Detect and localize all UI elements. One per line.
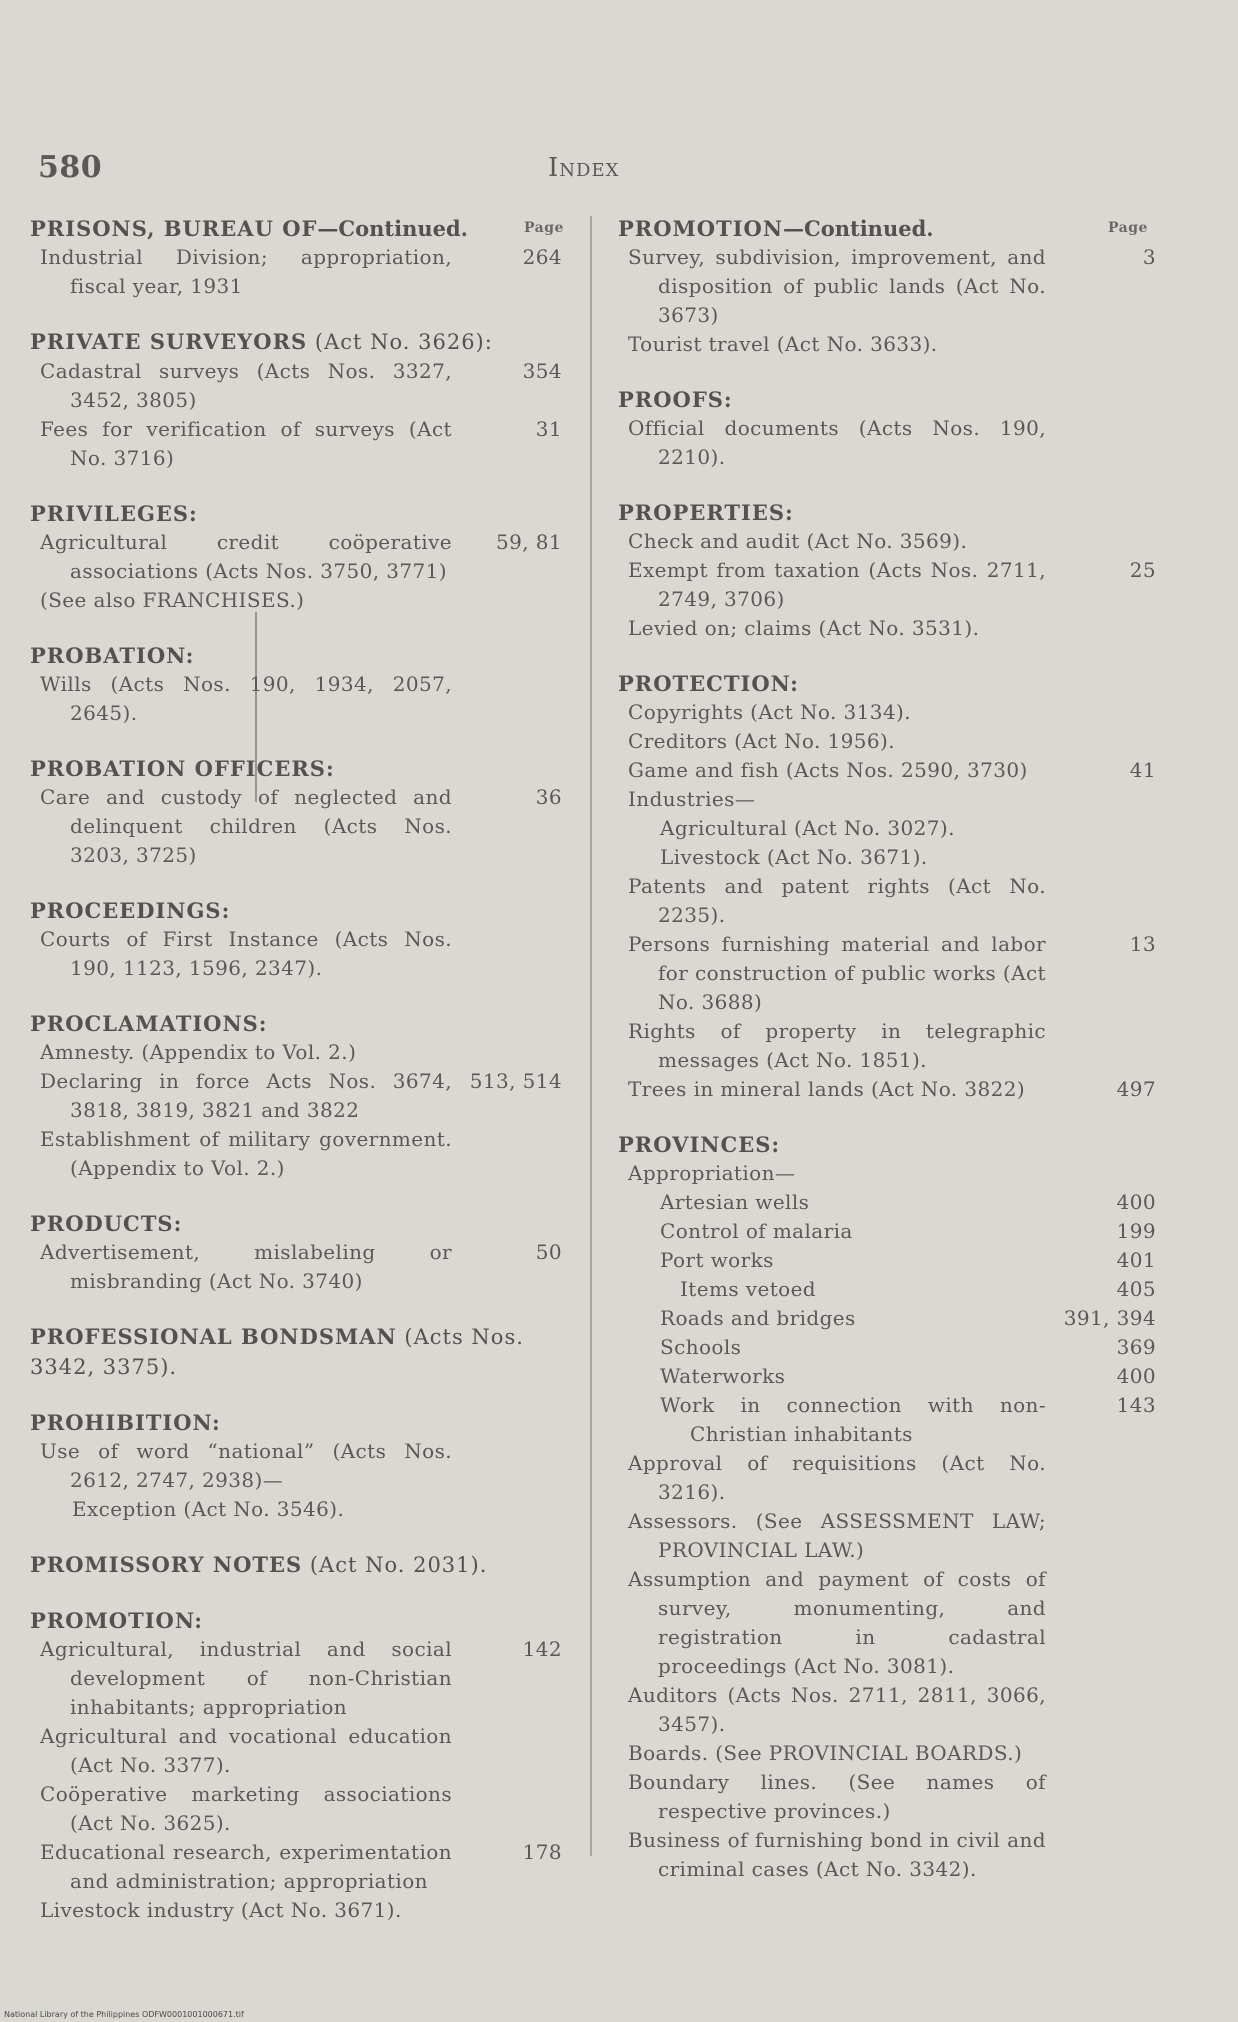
index-section [30, 1606, 562, 1925]
entry-text: Amnesty. (Appendix to Vol. 2.) [40, 1040, 357, 1064]
entry-text: Check and audit (Act No. 3569). [628, 529, 968, 553]
index-entry [30, 1067, 562, 1125]
index-entry [30, 1238, 562, 1296]
index-heading [30, 1550, 562, 1580]
index-entry [30, 670, 562, 728]
heading-text: PROMOTION: [30, 1608, 204, 1633]
entry-text: Appropriation— [628, 1161, 796, 1185]
heading-suffix: —Continued. [783, 216, 934, 241]
entry-text: Advertisement, mislabeling or misbranding (Act No. 3740) [40, 1240, 452, 1293]
entry-text: Assessors. (See ASSESSMENT LAW; PROVINCIAL LAW.) [628, 1509, 1046, 1562]
entry-page-ref: 3 [1142, 245, 1156, 269]
entry-page-ref: 401 [1116, 1248, 1156, 1272]
entry-page-ref: 354 [522, 359, 562, 383]
entry-text: Items vetoed [680, 1277, 817, 1301]
entry-page-ref: 513, 514 [469, 1069, 562, 1093]
entry-text: Industrial Division; appropriation, fiscal year, 1931 [40, 245, 452, 298]
index-section [30, 754, 562, 870]
index-section [30, 214, 562, 301]
index-heading [30, 896, 562, 925]
entry-text: Artesian wells [660, 1190, 810, 1214]
index-section [30, 896, 562, 983]
entry-page-ref: 142 [522, 1637, 562, 1661]
index-section [618, 498, 1156, 643]
entry-text: Persons furnishing material and labor for construction of public works (Act No. 3688) [628, 932, 1046, 1014]
index-entry [618, 1188, 1156, 1217]
index-section [30, 641, 562, 728]
heading-text: PROMOTION [618, 216, 784, 241]
heading-suffix: —Continued. [317, 216, 468, 241]
entry-text: Business of furnishing bond in civil and criminal cases (Act No. 3342). [628, 1828, 1046, 1881]
index-entry [618, 1017, 1156, 1075]
index-section [30, 327, 562, 473]
entry-text: Patents and patent rights (Act No. 2235). [628, 874, 1046, 927]
entry-text: Educational research, experimentation and administration; appropriation [40, 1840, 452, 1893]
index-entry [618, 1333, 1156, 1362]
entry-text: Game and fish (Acts Nos. 2590, 3730) [628, 758, 1028, 782]
index-entry [30, 1038, 562, 1067]
entry-page-ref: 178 [522, 1840, 562, 1864]
index-entry [618, 930, 1156, 1017]
left-page-column-label: Page [524, 220, 564, 236]
index-entry [618, 1391, 1156, 1449]
entry-page-ref: 31 [535, 417, 562, 441]
entry-text: Control of malaria [660, 1219, 853, 1243]
running-title: Index [548, 153, 620, 183]
right-index-column [618, 214, 1156, 1910]
index-section [30, 1009, 562, 1183]
index-heading [618, 385, 1156, 414]
heading-text: PROOFS: [618, 387, 733, 412]
index-entry [618, 1217, 1156, 1246]
index-entry [618, 330, 1156, 359]
heading-text: PROTECTION: [618, 671, 799, 696]
entry-text: Declaring in force Acts Nos. 3674, 3818, 3819, 3821 and 3822 [40, 1069, 452, 1122]
entry-text: Courts of First Instance (Acts Nos. 190, 1123, 1596, 2347). [40, 927, 452, 980]
index-heading [30, 499, 562, 528]
index-entry [30, 1125, 562, 1183]
index-entry [618, 527, 1156, 556]
entry-text: Port works [660, 1248, 774, 1272]
right-page-column-label: Page [1108, 220, 1148, 236]
heading-text: PROBATION OFFICERS: [30, 756, 335, 781]
entry-text: Trees in mineral lands (Act No. 3822) [628, 1077, 1026, 1101]
index-entry [618, 872, 1156, 930]
heading-suffix: (Act No. 2031). [302, 1553, 488, 1577]
entry-page-ref: 400 [1116, 1364, 1156, 1388]
index-entry [618, 1304, 1156, 1333]
heading-suffix: (Acts Nos. 3342, 3375). [30, 1325, 524, 1379]
index-heading [618, 669, 1156, 698]
entry-text: Boundary lines. (See names of respective provinces.) [628, 1770, 1046, 1823]
entry-text: Auditors (Acts Nos. 2711, 2811, 3066, 3457). [628, 1683, 1046, 1736]
index-entry [30, 1838, 562, 1896]
entry-text: Agricultural and vocational education (Act No. 3377). [40, 1724, 452, 1777]
entry-text: Exempt from taxation (Acts Nos. 2711, 2749, 3706) [628, 558, 1046, 611]
index-heading [30, 1209, 562, 1238]
index-heading [30, 1009, 562, 1038]
index-entry [618, 1565, 1156, 1681]
page-number: 580 [38, 150, 103, 185]
entry-text: Livestock (Act No. 3671). [660, 845, 928, 869]
index-heading [30, 1606, 562, 1635]
entry-text: Levied on; claims (Act No. 3531). [628, 616, 980, 640]
entry-text: Tourist travel (Act No. 3633). [628, 332, 938, 356]
entry-page-ref: 36 [535, 785, 562, 809]
index-entry [618, 1681, 1156, 1739]
entry-text: Copyrights (Act No. 3134). [628, 700, 911, 724]
entry-page-ref: 199 [1116, 1219, 1156, 1243]
entry-page-ref: 41 [1129, 758, 1156, 782]
index-entry [618, 1449, 1156, 1507]
index-entry [30, 528, 562, 586]
heading-text: PROCLAMATIONS: [30, 1011, 268, 1036]
entry-text: Waterworks [660, 1364, 786, 1388]
index-entry [618, 727, 1156, 756]
index-entry [618, 414, 1156, 472]
heading-text: PROMISSORY NOTES [30, 1552, 303, 1577]
scan-footer: National Library of the Philippines ODFW0001001000671.tif [4, 2010, 244, 2019]
index-entry [30, 1437, 562, 1495]
heading-text: PRIVILEGES: [30, 501, 198, 526]
entry-page-ref: 143 [1116, 1393, 1156, 1417]
index-entry [30, 415, 562, 473]
heading-text: PROBATION: [30, 643, 195, 668]
entry-page-ref: 25 [1129, 558, 1156, 582]
index-entry [618, 1739, 1156, 1768]
heading-text: PROVINCES: [618, 1132, 781, 1157]
heading-text: PRIVATE SURVEYORS [30, 329, 308, 354]
index-section [30, 1209, 562, 1296]
entry-page-ref: 59, 81 [495, 530, 562, 554]
entry-text: Survey, subdivision, improvement, and disposition of public lands (Act No. 3673) [628, 245, 1046, 327]
index-entry [618, 1075, 1156, 1104]
entry-text: Boards. (See PROVINCIAL BOARDS.) [628, 1741, 1023, 1765]
index-section [30, 1408, 562, 1524]
index-section [30, 1550, 562, 1580]
index-entry [30, 925, 562, 983]
index-entry [30, 586, 562, 615]
heading-text: PRISONS, BUREAU OF [30, 216, 318, 241]
entry-text: Roads and bridges [660, 1306, 856, 1330]
index-heading [30, 641, 562, 670]
entry-text: Rights of property in telegraphic messages (Act No. 1851). [628, 1019, 1046, 1072]
entry-page-ref: 405 [1116, 1277, 1156, 1301]
index-section [618, 385, 1156, 472]
entry-text: Fees for verification of surveys (Act No. 3716) [40, 417, 452, 470]
index-entry [30, 1780, 562, 1838]
heading-text: PROCEEDINGS: [30, 898, 231, 923]
entry-text: Approval of requisitions (Act No. 3216). [628, 1451, 1046, 1504]
index-heading [30, 1322, 562, 1382]
index-entry [618, 1826, 1156, 1884]
entry-text: Schools [660, 1335, 742, 1359]
index-section [618, 214, 1156, 359]
entry-text: Creditors (Act No. 1956). [628, 729, 895, 753]
heading-text: PROPERTIES: [618, 500, 794, 525]
index-entry [30, 1495, 562, 1524]
index-heading [618, 1130, 1156, 1159]
index-entry [618, 1246, 1156, 1275]
index-section [618, 1130, 1156, 1884]
entry-page-ref: 50 [535, 1240, 562, 1264]
entry-text: Agricultural credit coöperative associations (Acts Nos. 3750, 3771) [40, 530, 452, 583]
index-section [618, 669, 1156, 1104]
entry-page-ref: 400 [1116, 1190, 1156, 1214]
entry-text: (See also FRANCHISES.) [40, 588, 305, 612]
entry-text: Livestock industry (Act No. 3671). [40, 1898, 402, 1922]
column-divider [590, 216, 592, 1856]
index-entry [30, 243, 562, 301]
index-entry [618, 556, 1156, 614]
index-heading [618, 498, 1156, 527]
index-entry [618, 756, 1156, 785]
index-entry [618, 814, 1156, 843]
entry-text: Cadastral surveys (Acts Nos. 3327, 3452, 3805) [40, 359, 452, 412]
index-entry [30, 357, 562, 415]
entry-text: Agricultural, industrial and social development of non-Christian inhabitants; appropriation [40, 1637, 452, 1719]
heading-text: PROFESSIONAL BONDSMAN [30, 1324, 397, 1349]
index-entry [618, 843, 1156, 872]
index-section [30, 1322, 562, 1382]
index-entry [618, 1159, 1156, 1188]
index-entry [30, 1635, 562, 1722]
entry-page-ref: 13 [1129, 932, 1156, 956]
entry-text: Establishment of military government. (Appendix to Vol. 2.) [40, 1127, 452, 1180]
entry-text: Wills (Acts Nos. 190, 1934, 2057, 2645). [40, 672, 452, 725]
index-entry [30, 1896, 562, 1925]
left-index-column [30, 214, 562, 1951]
entry-text: Industries— [628, 787, 756, 811]
entry-text: Care and custody of neglected and delinquent children (Acts Nos. 3203, 3725) [40, 785, 452, 867]
index-entry [618, 1362, 1156, 1391]
heading-text: PRODUCTS: [30, 1211, 183, 1236]
index-entry [618, 243, 1156, 330]
entry-text: Official documents (Acts Nos. 190, 2210). [628, 416, 1046, 469]
index-entry [618, 785, 1156, 814]
index-entry [618, 1507, 1156, 1565]
entry-text: Assumption and payment of costs of survey, monumenting, and registration in cadastral proceedings (Act No. 3081). [628, 1567, 1046, 1678]
entry-text: Coöperative marketing associations (Act No. 3625). [40, 1782, 452, 1835]
entry-text: Agricultural (Act No. 3027). [660, 816, 955, 840]
index-heading [30, 327, 562, 357]
entry-page-ref: 369 [1116, 1335, 1156, 1359]
entry-text: Exception (Act No. 3546). [72, 1497, 345, 1521]
entry-text: Work in connection with non-Christian inhabitants [660, 1393, 1046, 1446]
index-heading [30, 1408, 562, 1437]
index-entry [618, 1275, 1156, 1304]
index-section [30, 499, 562, 615]
entry-page-ref: 391, 394 [1063, 1306, 1156, 1330]
index-entry [618, 1768, 1156, 1826]
index-heading [618, 214, 1156, 243]
index-entry [30, 1722, 562, 1780]
index-entry [618, 614, 1156, 643]
index-heading [30, 214, 562, 243]
index-entry [618, 698, 1156, 727]
entry-text: Use of word “national” (Acts Nos. 2612, 2747, 2938)— [40, 1439, 452, 1492]
heading-text: PROHIBITION: [30, 1410, 221, 1435]
index-entry [30, 783, 562, 870]
heading-suffix: (Act No. 3626): [307, 330, 493, 354]
index-heading [30, 754, 562, 783]
entry-page-ref: 497 [1116, 1077, 1156, 1101]
entry-page-ref: 264 [522, 245, 562, 269]
